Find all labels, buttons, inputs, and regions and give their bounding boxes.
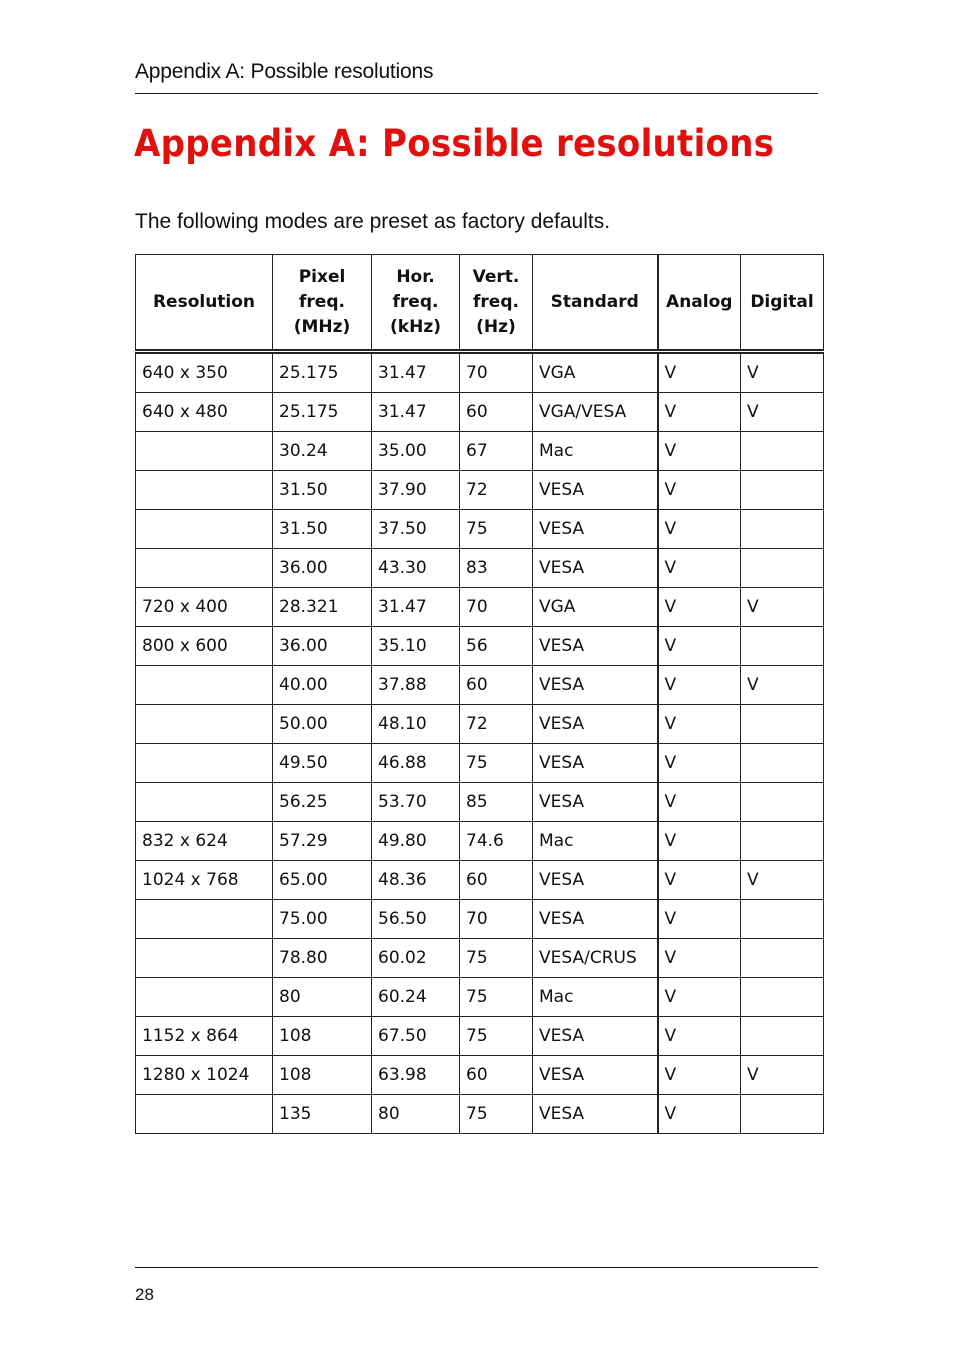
cell-digital: V xyxy=(741,393,824,432)
cell-hor-freq: 31.47 xyxy=(372,352,460,393)
cell-standard: VESA xyxy=(533,783,658,822)
cell-analog: V xyxy=(658,1095,741,1134)
cell-hor-freq: 56.50 xyxy=(372,900,460,939)
cell-standard: Mac xyxy=(533,432,658,471)
running-header: Appendix A: Possible resolutions xyxy=(135,60,434,83)
cell-standard: Mac xyxy=(533,978,658,1017)
cell-vert-freq: 75 xyxy=(460,939,533,978)
table-row xyxy=(136,900,824,939)
cell-vert-freq: 67 xyxy=(460,432,533,471)
table-row xyxy=(136,822,824,861)
cell-resolution xyxy=(136,432,273,471)
cell-hor-freq: 60.24 xyxy=(372,978,460,1017)
cell-pixel-freq: 108 xyxy=(273,1017,372,1056)
table-row xyxy=(136,705,824,744)
cell-hor-freq: 31.47 xyxy=(372,588,460,627)
cell-resolution: 640 x 350 xyxy=(136,352,273,393)
table-row xyxy=(136,1056,824,1095)
cell-digital: V xyxy=(741,588,824,627)
cell-analog: V xyxy=(658,666,741,705)
footer-rule xyxy=(135,1267,818,1268)
cell-standard: VESA xyxy=(533,1095,658,1134)
cell-analog: V xyxy=(658,783,741,822)
table-row xyxy=(136,939,824,978)
cell-hor-freq: 35.10 xyxy=(372,627,460,666)
column-header-standard xyxy=(533,255,658,352)
cell-vert-freq: 72 xyxy=(460,705,533,744)
cell-hor-freq: 49.80 xyxy=(372,822,460,861)
cell-analog: V xyxy=(658,822,741,861)
cell-hor-freq: 37.90 xyxy=(372,471,460,510)
cell-standard: VESA xyxy=(533,861,658,900)
cell-pixel-freq: 36.00 xyxy=(273,627,372,666)
cell-pixel-freq: 49.50 xyxy=(273,744,372,783)
cell-digital xyxy=(741,510,824,549)
cell-analog: V xyxy=(658,588,741,627)
cell-vert-freq: 60 xyxy=(460,861,533,900)
cell-hor-freq: 37.50 xyxy=(372,510,460,549)
table-row xyxy=(136,352,824,393)
cell-hor-freq: 48.10 xyxy=(372,705,460,744)
cell-digital xyxy=(741,432,824,471)
cell-resolution xyxy=(136,900,273,939)
cell-pixel-freq: 135 xyxy=(273,1095,372,1134)
cell-standard: VESA xyxy=(533,549,658,588)
cell-standard: VESA xyxy=(533,705,658,744)
cell-resolution xyxy=(136,1095,273,1134)
table-row xyxy=(136,666,824,705)
cell-digital xyxy=(741,822,824,861)
cell-digital: V xyxy=(741,352,824,393)
cell-resolution: 832 x 624 xyxy=(136,822,273,861)
resolutions-table xyxy=(135,254,824,1134)
cell-resolution: 800 x 600 xyxy=(136,627,273,666)
cell-resolution: 1152 x 864 xyxy=(136,1017,273,1056)
cell-pixel-freq: 57.29 xyxy=(273,822,372,861)
cell-vert-freq: 75 xyxy=(460,978,533,1017)
cell-pixel-freq: 75.00 xyxy=(273,900,372,939)
table-row xyxy=(136,432,824,471)
cell-hor-freq: 43.30 xyxy=(372,549,460,588)
cell-hor-freq: 53.70 xyxy=(372,783,460,822)
table-row xyxy=(136,861,824,900)
cell-hor-freq: 31.47 xyxy=(372,393,460,432)
cell-analog: V xyxy=(658,393,741,432)
cell-vert-freq: 85 xyxy=(460,783,533,822)
cell-resolution: 720 x 400 xyxy=(136,588,273,627)
table-row xyxy=(136,510,824,549)
cell-pixel-freq: 108 xyxy=(273,1056,372,1095)
cell-resolution xyxy=(136,705,273,744)
column-header-line: Vert. xyxy=(472,266,520,287)
column-header-analog xyxy=(658,255,741,352)
table-body xyxy=(136,352,824,1134)
page-title: Appendix A: Possible resolutions xyxy=(134,122,775,165)
cell-digital xyxy=(741,783,824,822)
cell-pixel-freq: 25.175 xyxy=(273,393,372,432)
cell-hor-freq: 46.88 xyxy=(372,744,460,783)
cell-analog: V xyxy=(658,1056,741,1095)
column-header-line: freq. xyxy=(473,291,519,312)
cell-vert-freq: 75 xyxy=(460,1095,533,1134)
cell-standard: VESA xyxy=(533,627,658,666)
cell-pixel-freq: 25.175 xyxy=(273,352,372,393)
table-row xyxy=(136,978,824,1017)
table-row xyxy=(136,393,824,432)
cell-digital: V xyxy=(741,861,824,900)
header-rule xyxy=(135,93,818,94)
cell-vert-freq: 74.6 xyxy=(460,822,533,861)
cell-vert-freq: 70 xyxy=(460,352,533,393)
cell-digital xyxy=(741,744,824,783)
cell-vert-freq: 75 xyxy=(460,510,533,549)
cell-vert-freq: 75 xyxy=(460,1017,533,1056)
column-header-line: (Hz) xyxy=(476,316,516,337)
cell-analog: V xyxy=(658,939,741,978)
cell-resolution: 640 x 480 xyxy=(136,393,273,432)
cell-digital xyxy=(741,627,824,666)
cell-standard: VGA xyxy=(533,352,658,393)
cell-vert-freq: 60 xyxy=(460,1056,533,1095)
cell-standard: VESA xyxy=(533,744,658,783)
table-row xyxy=(136,549,824,588)
column-header-line: freq. xyxy=(299,291,345,312)
cell-hor-freq: 35.00 xyxy=(372,432,460,471)
cell-analog: V xyxy=(658,705,741,744)
cell-pixel-freq: 40.00 xyxy=(273,666,372,705)
cell-vert-freq: 83 xyxy=(460,549,533,588)
cell-analog: V xyxy=(658,549,741,588)
cell-standard: VESA xyxy=(533,900,658,939)
cell-resolution: 1024 x 768 xyxy=(136,861,273,900)
column-header-line: Standard xyxy=(550,291,639,312)
cell-hor-freq: 67.50 xyxy=(372,1017,460,1056)
cell-resolution xyxy=(136,666,273,705)
table-row xyxy=(136,588,824,627)
table-row xyxy=(136,471,824,510)
cell-pixel-freq: 65.00 xyxy=(273,861,372,900)
table-header-row xyxy=(136,255,824,352)
cell-vert-freq: 60 xyxy=(460,393,533,432)
cell-standard: Mac xyxy=(533,822,658,861)
cell-resolution xyxy=(136,939,273,978)
intro-text: The following modes are preset as factory defaults. xyxy=(135,210,611,233)
cell-digital xyxy=(741,1017,824,1056)
cell-pixel-freq: 31.50 xyxy=(273,510,372,549)
cell-standard: VESA xyxy=(533,1056,658,1095)
cell-analog: V xyxy=(658,744,741,783)
table-row xyxy=(136,1017,824,1056)
table-row xyxy=(136,627,824,666)
cell-analog: V xyxy=(658,352,741,393)
column-header-line: (kHz) xyxy=(390,316,441,337)
cell-analog: V xyxy=(658,978,741,1017)
cell-pixel-freq: 28.321 xyxy=(273,588,372,627)
column-header-vert-freq xyxy=(460,255,533,352)
column-header-digital xyxy=(741,255,824,352)
table-row xyxy=(136,1095,824,1134)
column-header-line: Hor. xyxy=(396,266,435,287)
cell-digital xyxy=(741,705,824,744)
column-header-hor-freq xyxy=(372,255,460,352)
cell-resolution xyxy=(136,549,273,588)
cell-hor-freq: 60.02 xyxy=(372,939,460,978)
column-header-line: freq. xyxy=(392,291,439,312)
cell-analog: V xyxy=(658,627,741,666)
cell-hor-freq: 80 xyxy=(372,1095,460,1134)
column-header-resolution xyxy=(136,255,273,352)
cell-resolution xyxy=(136,744,273,783)
cell-analog: V xyxy=(658,861,741,900)
cell-vert-freq: 60 xyxy=(460,666,533,705)
cell-vert-freq: 72 xyxy=(460,471,533,510)
cell-digital xyxy=(741,1095,824,1134)
cell-pixel-freq: 56.25 xyxy=(273,783,372,822)
cell-resolution xyxy=(136,783,273,822)
cell-standard: VESA xyxy=(533,1017,658,1056)
column-header-line: Digital xyxy=(750,291,814,312)
cell-vert-freq: 70 xyxy=(460,900,533,939)
cell-hor-freq: 48.36 xyxy=(372,861,460,900)
cell-standard: VESA xyxy=(533,666,658,705)
cell-analog: V xyxy=(658,1017,741,1056)
cell-standard: VGA xyxy=(533,588,658,627)
cell-digital xyxy=(741,471,824,510)
column-header-line: Pixel xyxy=(298,266,346,287)
cell-standard: VESA xyxy=(533,510,658,549)
cell-standard: VESA/CRUS xyxy=(533,939,658,978)
cell-digital xyxy=(741,900,824,939)
cell-resolution xyxy=(136,978,273,1017)
cell-digital: V xyxy=(741,1056,824,1095)
cell-pixel-freq: 80 xyxy=(273,978,372,1017)
cell-resolution: 1280 x 1024 xyxy=(136,1056,273,1095)
cell-digital: V xyxy=(741,666,824,705)
cell-resolution xyxy=(136,510,273,549)
cell-vert-freq: 56 xyxy=(460,627,533,666)
cell-analog: V xyxy=(658,432,741,471)
page-number: 28 xyxy=(135,1285,154,1304)
cell-digital xyxy=(741,939,824,978)
cell-standard: VESA xyxy=(533,471,658,510)
cell-analog: V xyxy=(658,900,741,939)
cell-hor-freq: 63.98 xyxy=(372,1056,460,1095)
cell-analog: V xyxy=(658,471,741,510)
column-header-pixel-freq xyxy=(273,255,372,352)
cell-pixel-freq: 36.00 xyxy=(273,549,372,588)
cell-standard: VGA/VESA xyxy=(533,393,658,432)
column-header-line: Analog xyxy=(666,291,733,312)
cell-analog: V xyxy=(658,510,741,549)
table-row xyxy=(136,783,824,822)
cell-vert-freq: 75 xyxy=(460,744,533,783)
cell-pixel-freq: 78.80 xyxy=(273,939,372,978)
cell-hor-freq: 37.88 xyxy=(372,666,460,705)
cell-digital xyxy=(741,978,824,1017)
cell-pixel-freq: 31.50 xyxy=(273,471,372,510)
cell-vert-freq: 70 xyxy=(460,588,533,627)
table-row xyxy=(136,744,824,783)
cell-resolution xyxy=(136,471,273,510)
cell-pixel-freq: 30.24 xyxy=(273,432,372,471)
cell-digital xyxy=(741,549,824,588)
column-header-line: (MHz) xyxy=(293,316,351,337)
cell-pixel-freq: 50.00 xyxy=(273,705,372,744)
column-header-line: Resolution xyxy=(152,291,256,312)
